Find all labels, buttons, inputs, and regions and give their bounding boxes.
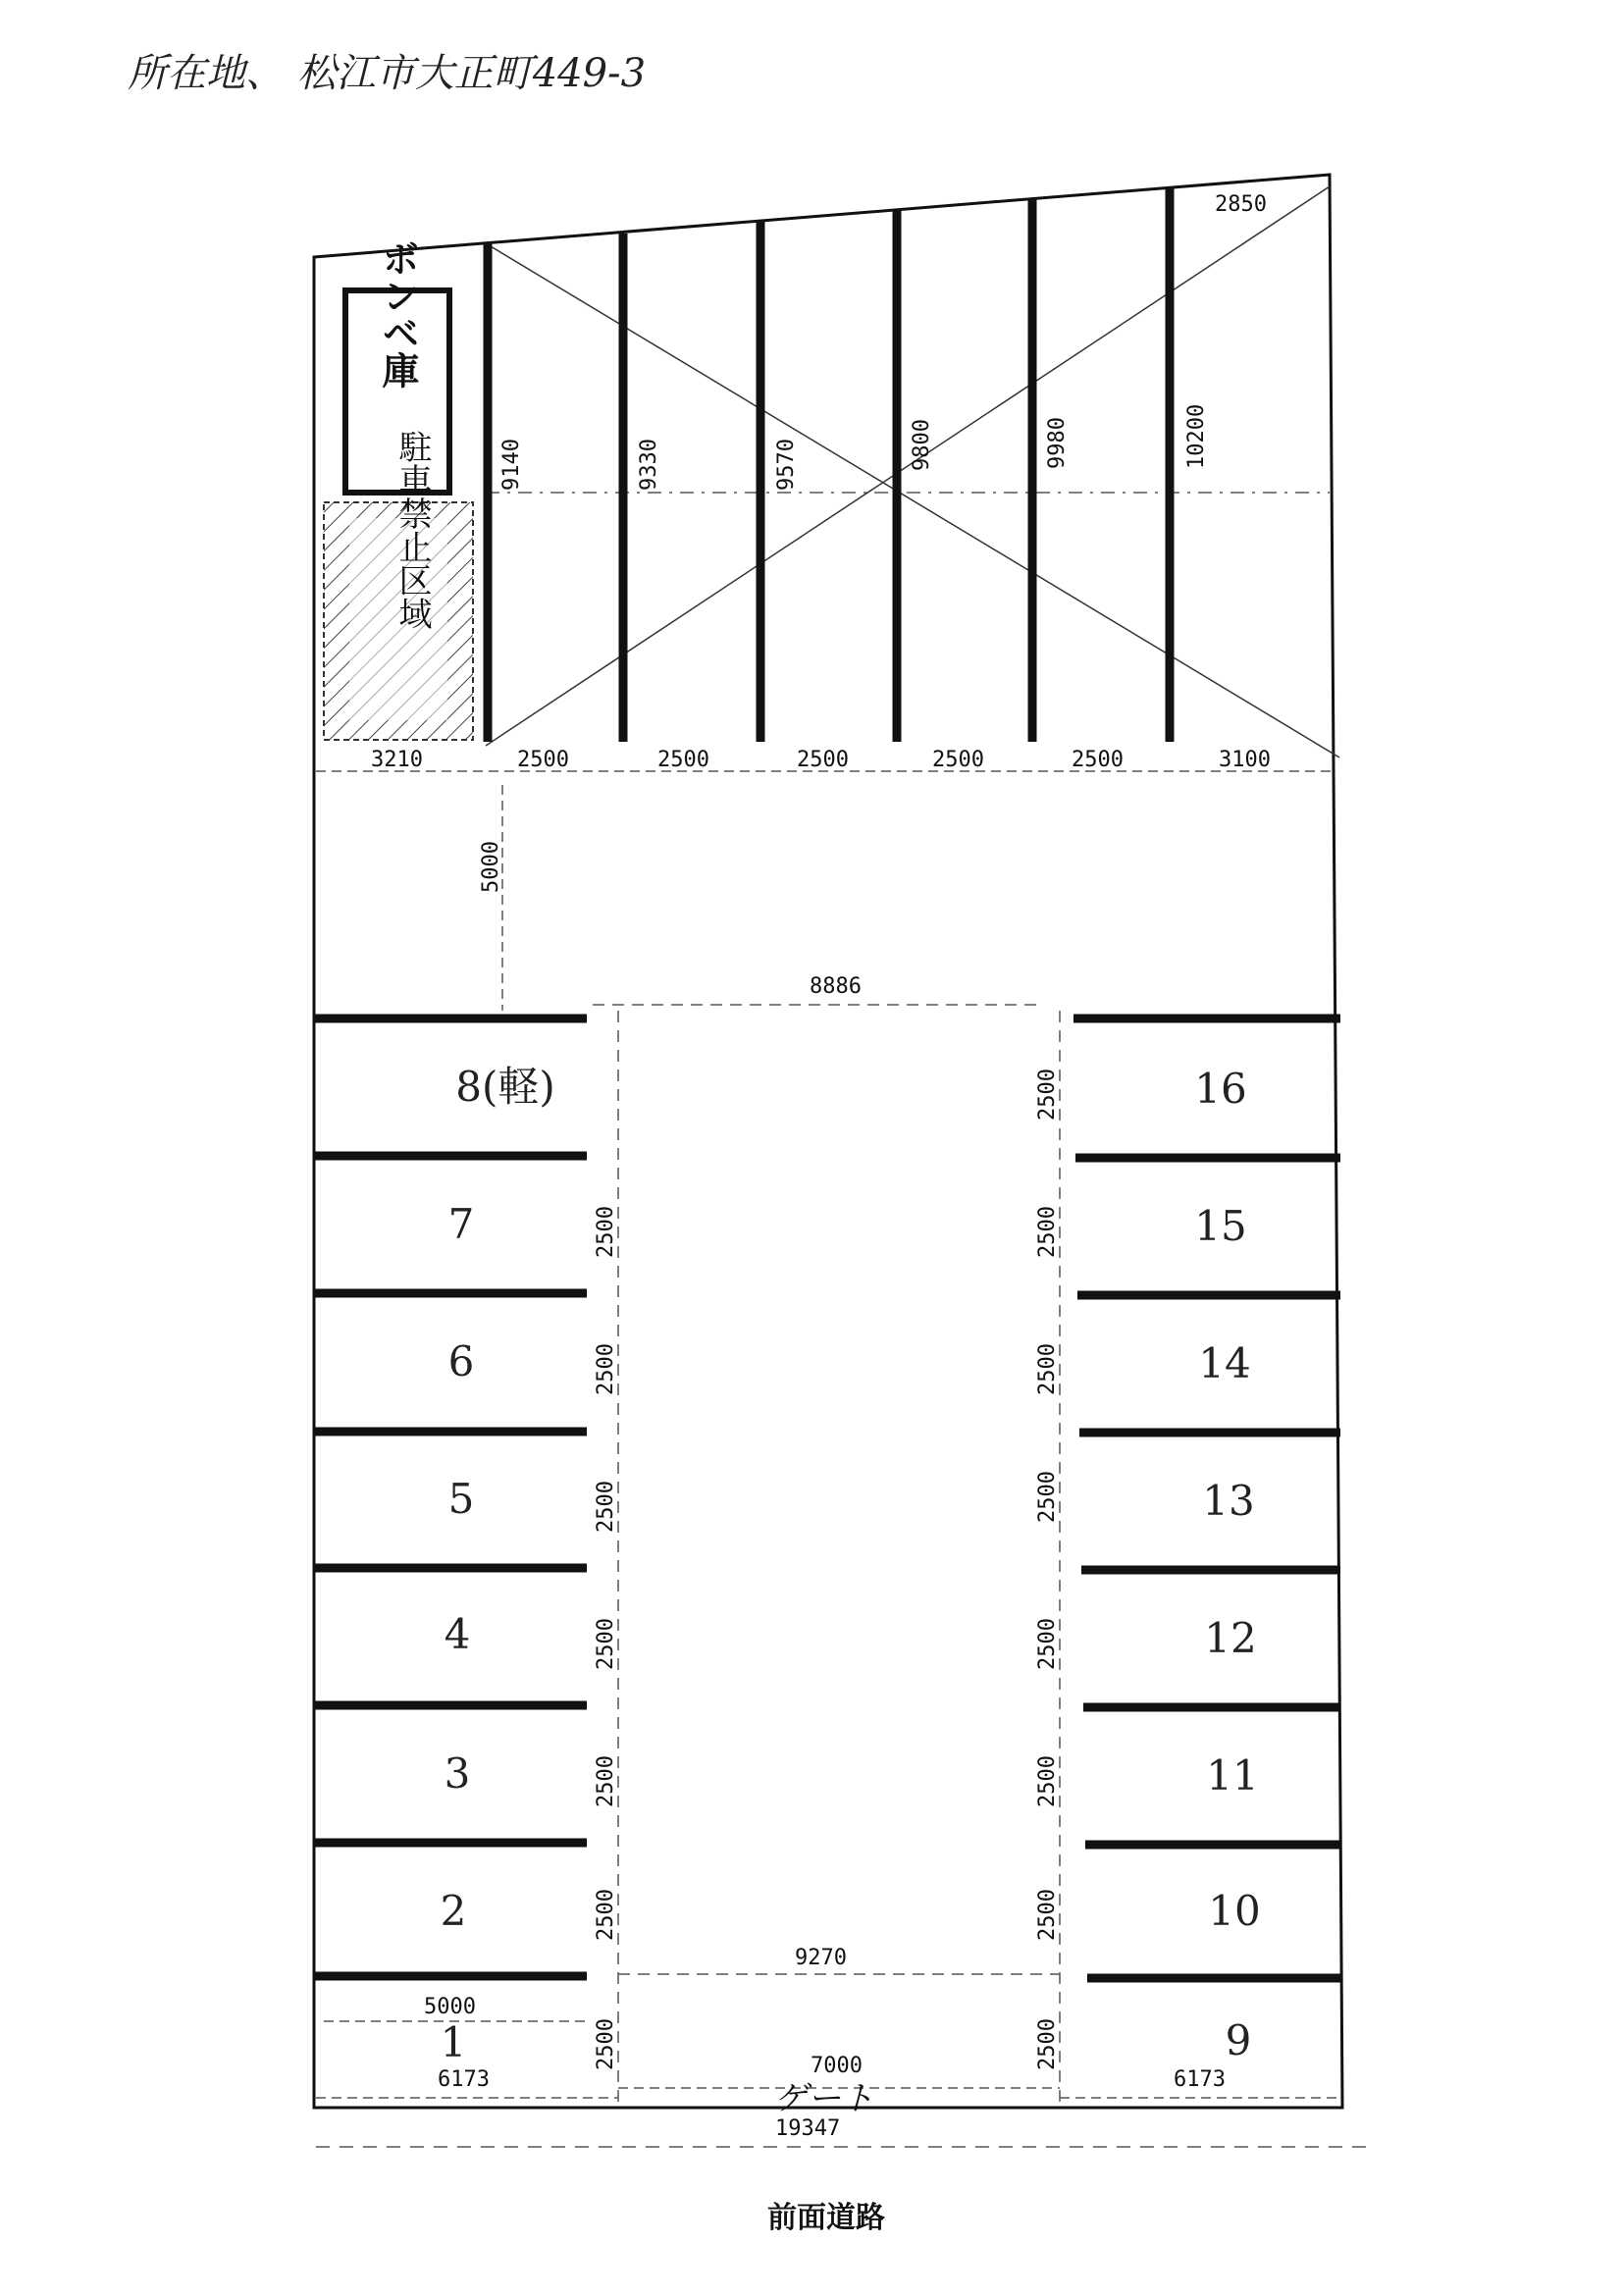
- right-stall-width-label: 2500: [1035, 1755, 1060, 1807]
- stall-number-16: 16: [1194, 1065, 1247, 1113]
- top-width-label: 2500: [517, 748, 569, 772]
- aisle-depth-label: 5000: [479, 841, 503, 893]
- stall-number-12: 12: [1204, 1614, 1257, 1662]
- top-depth-label: 9330: [637, 439, 661, 491]
- top-depth-label: 9570: [774, 439, 799, 491]
- stall-number-8: 8(軽): [455, 1063, 555, 1111]
- address-text: 所在地、 松江市大正町449-3: [128, 51, 647, 96]
- left-stall-width-label: 2500: [594, 1343, 618, 1395]
- stall-number-1: 1: [440, 2018, 467, 2066]
- left-stall-width-label: 2500: [594, 1618, 618, 1670]
- right-stall-width-label: 2500: [1035, 2018, 1060, 2070]
- stall-number-3: 3: [444, 1749, 471, 1798]
- total-width-label: 19347: [775, 2116, 841, 2141]
- lower-aisle-width-label: 9270: [795, 1946, 847, 1970]
- stall-number-5: 5: [447, 1475, 475, 1523]
- top-width-label: 2500: [932, 748, 984, 772]
- left-stall-width-label: 2500: [594, 1206, 618, 1258]
- left-stall-width-label: 2500: [594, 1481, 618, 1533]
- top-depth-label: 9980: [1045, 417, 1070, 469]
- right-side-width-label: 6173: [1174, 2067, 1226, 2092]
- upper-aisle-width-label: 8886: [810, 974, 862, 999]
- top-depth-label: 9140: [499, 439, 524, 491]
- gas-storage-label: ボンベ庫: [376, 239, 419, 389]
- left-stall-width-label: 2500: [594, 2018, 618, 2070]
- left-stall-width-label: 2500: [594, 1889, 618, 1941]
- stall-number-6: 6: [447, 1337, 475, 1385]
- left-stall-width-label: 2500: [594, 1755, 618, 1807]
- front-road-label: 前面道路: [767, 2201, 885, 2235]
- corner-width-label: 2850: [1215, 192, 1267, 217]
- top-width-label: 2500: [797, 748, 849, 772]
- cross-line-a: [486, 243, 1339, 757]
- stall-number-10: 10: [1208, 1887, 1261, 1935]
- top-width-label: 2500: [1072, 748, 1124, 772]
- stall-number-15: 15: [1194, 1202, 1247, 1250]
- stall-number-2: 2: [440, 1887, 467, 1935]
- right-stall-width-label: 2500: [1035, 1069, 1060, 1121]
- right-stall-width-label: 2500: [1035, 1343, 1060, 1395]
- stall1-depth-label: 5000: [424, 1995, 476, 2019]
- right-stall-width-label: 2500: [1035, 1889, 1060, 1941]
- no-parking-label: 駐車禁止区域: [393, 430, 432, 630]
- stall-number-9: 9: [1225, 2016, 1252, 2064]
- top-width-label: 3100: [1219, 748, 1271, 772]
- right-stall-width-label: 2500: [1035, 1206, 1060, 1258]
- stall-number-7: 7: [447, 1200, 475, 1248]
- stall-number-11: 11: [1206, 1751, 1259, 1800]
- left-side-width-label: 6173: [438, 2067, 490, 2092]
- right-stall-width-label: 2500: [1035, 1618, 1060, 1670]
- top-width-label: 2500: [657, 748, 709, 772]
- gate-width-label: 7000: [811, 2054, 863, 2078]
- stall-number-13: 13: [1202, 1477, 1255, 1525]
- top-depth-label: 9800: [910, 419, 934, 471]
- gate-label: ゲート: [774, 2079, 874, 2118]
- top-width-label: 3210: [371, 748, 423, 772]
- stall-number-14: 14: [1198, 1339, 1251, 1387]
- right-stall-width-label: 2500: [1035, 1471, 1060, 1523]
- top-depth-label: 10200: [1184, 403, 1209, 469]
- stall-number-4: 4: [444, 1610, 471, 1658]
